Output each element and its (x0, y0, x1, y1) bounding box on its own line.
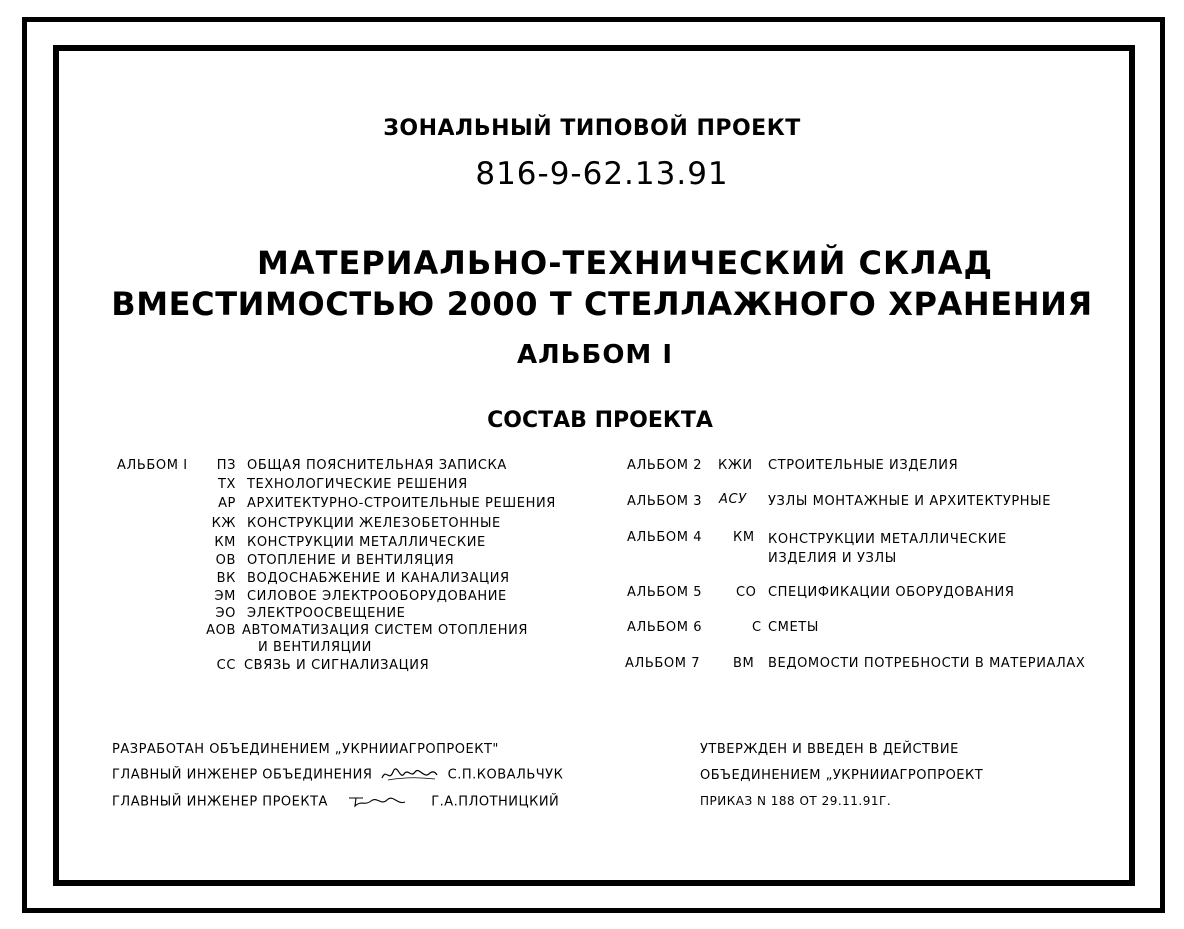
album-code: ВМ (733, 656, 755, 671)
album-name: СМЕТЫ (768, 620, 819, 635)
item-code: ЭО (215, 606, 236, 621)
item-name: СИЛОВОЕ ЭЛЕКТРООБОРУДОВАНИЕ (247, 589, 507, 604)
item-code: АР (218, 496, 236, 511)
album-name-line2: ИЗДЕЛИЯ И УЗЛЫ (768, 551, 897, 566)
item-code: ЭМ (214, 589, 236, 604)
album-name: КОНСТРУКЦИИ МЕТАЛЛИЧЕСКИЕ (768, 532, 1007, 547)
chief-engineer-name: С.П.КОВАЛЬЧУК (447, 767, 564, 783)
approved-line-3: ПРИКАЗ N 188 ОТ 29.11.91Г. (700, 794, 892, 808)
project-number: 816-9-62.13.91 (475, 156, 729, 192)
album-title: АЛЬБОМ I (516, 340, 674, 370)
album-code: С (752, 620, 762, 635)
item-name: СВЯЗЬ И СИГНАЛИЗАЦИЯ (244, 658, 430, 673)
developed-by: РАЗРАБОТАН ОБЪЕДИНЕНИЕМ „УКРНИИАГРОПРОЕКТ" (112, 742, 499, 757)
item-name: И ВЕНТИЛЯЦИИ (258, 640, 372, 655)
project-engineer-line (112, 794, 559, 810)
item-name: АРХИТЕКТУРНО-СТРОИТЕЛЬНЫЕ РЕШЕНИЯ (247, 496, 556, 511)
album1-label: АЛЬБОМ I (117, 458, 188, 473)
album-code: КЖИ (718, 458, 753, 473)
project-engineer-name: Г.А.ПЛОТНИЦКИЙ (431, 794, 560, 810)
album-code: СО (736, 585, 757, 600)
item-code: СС (216, 658, 236, 673)
approved-line-1: УТВЕРЖДЕН И ВВЕДЕН В ДЕЙСТВИЕ (700, 742, 959, 757)
item-code: ПЗ (216, 458, 236, 473)
signature-icon (380, 766, 440, 784)
item-name: КОНСТРУКЦИИ ЖЕЛЕЗОБЕТОННЫЕ (247, 516, 501, 531)
item-name: АВТОМАТИЗАЦИЯ СИСТЕМ ОТОПЛЕНИЯ (242, 623, 529, 638)
item-name: ВОДОСНАБЖЕНИЕ И КАНАЛИЗАЦИЯ (247, 571, 510, 586)
chief-engineer-line (112, 766, 563, 784)
item-name: ТЕХНОЛОГИЧЕСКИЕ РЕШЕНИЯ (247, 477, 468, 492)
item-code: АОВ (206, 623, 236, 638)
album-label: АЛЬБОМ 2 (627, 458, 703, 473)
album-name: СТРОИТЕЛЬНЫЕ ИЗДЕЛИЯ (768, 458, 959, 473)
title-line-1: МАТЕРИАЛЬНО-ТЕХНИЧЕСКИЙ СКЛАД (257, 244, 993, 282)
title-line-2: ВМЕСТИМОСТЬЮ 2000 Т СТЕЛЛАЖНОГО ХРАНЕНИЯ (111, 285, 1093, 323)
album-code: АСУ (719, 492, 747, 507)
album-label: АЛЬБОМ 5 (627, 585, 703, 600)
zonal-heading: ЗОНАЛЬНЫЙ ТИПОВОЙ ПРОЕКТ (383, 116, 801, 141)
album-name: СПЕЦИФИКАЦИИ ОБОРУДОВАНИЯ (768, 585, 1015, 600)
composition-heading: СОСТАВ ПРОЕКТА (487, 408, 713, 433)
album-code: КМ (733, 530, 755, 545)
item-code: ОВ (215, 553, 236, 568)
album-label: АЛЬБОМ 7 (625, 656, 701, 671)
chief-engineer-label: ГЛАВНЫЙ ИНЖЕНЕР ОБЪЕДИНЕНИЯ (112, 767, 373, 783)
item-name: ОБЩАЯ ПОЯСНИТЕЛЬНАЯ ЗАПИСКА (247, 458, 507, 473)
album-label: АЛЬБОМ 3 (627, 494, 703, 509)
item-code: ВК (216, 571, 236, 586)
item-name: ОТОПЛЕНИЕ И ВЕНТИЛЯЦИЯ (247, 553, 455, 568)
project-engineer-label: ГЛАВНЫЙ ИНЖЕНЕР ПРОЕКТА (112, 794, 328, 810)
item-name: ЭЛЕКТРООСВЕЩЕНИЕ (247, 606, 406, 621)
item-code: КМ (214, 535, 236, 550)
item-code: КЖ (211, 516, 236, 531)
item-name: КОНСТРУКЦИИ МЕТАЛЛИЧЕСКИЕ (247, 535, 486, 550)
approved-line-2: ОБЪЕДИНЕНИЕМ „УКРНИИАГРОПРОЕКТ (700, 768, 984, 783)
signature-icon (345, 794, 415, 810)
album-name: УЗЛЫ МОНТАЖНЫЕ И АРХИТЕКТУРНЫЕ (768, 494, 1052, 509)
album-label: АЛЬБОМ 4 (627, 530, 703, 545)
album-name: ВЕДОМОСТИ ПОТРЕБНОСТИ В МАТЕРИАЛАХ (768, 656, 1086, 671)
item-code: ТХ (217, 477, 236, 492)
album-label: АЛЬБОМ 6 (627, 620, 703, 635)
